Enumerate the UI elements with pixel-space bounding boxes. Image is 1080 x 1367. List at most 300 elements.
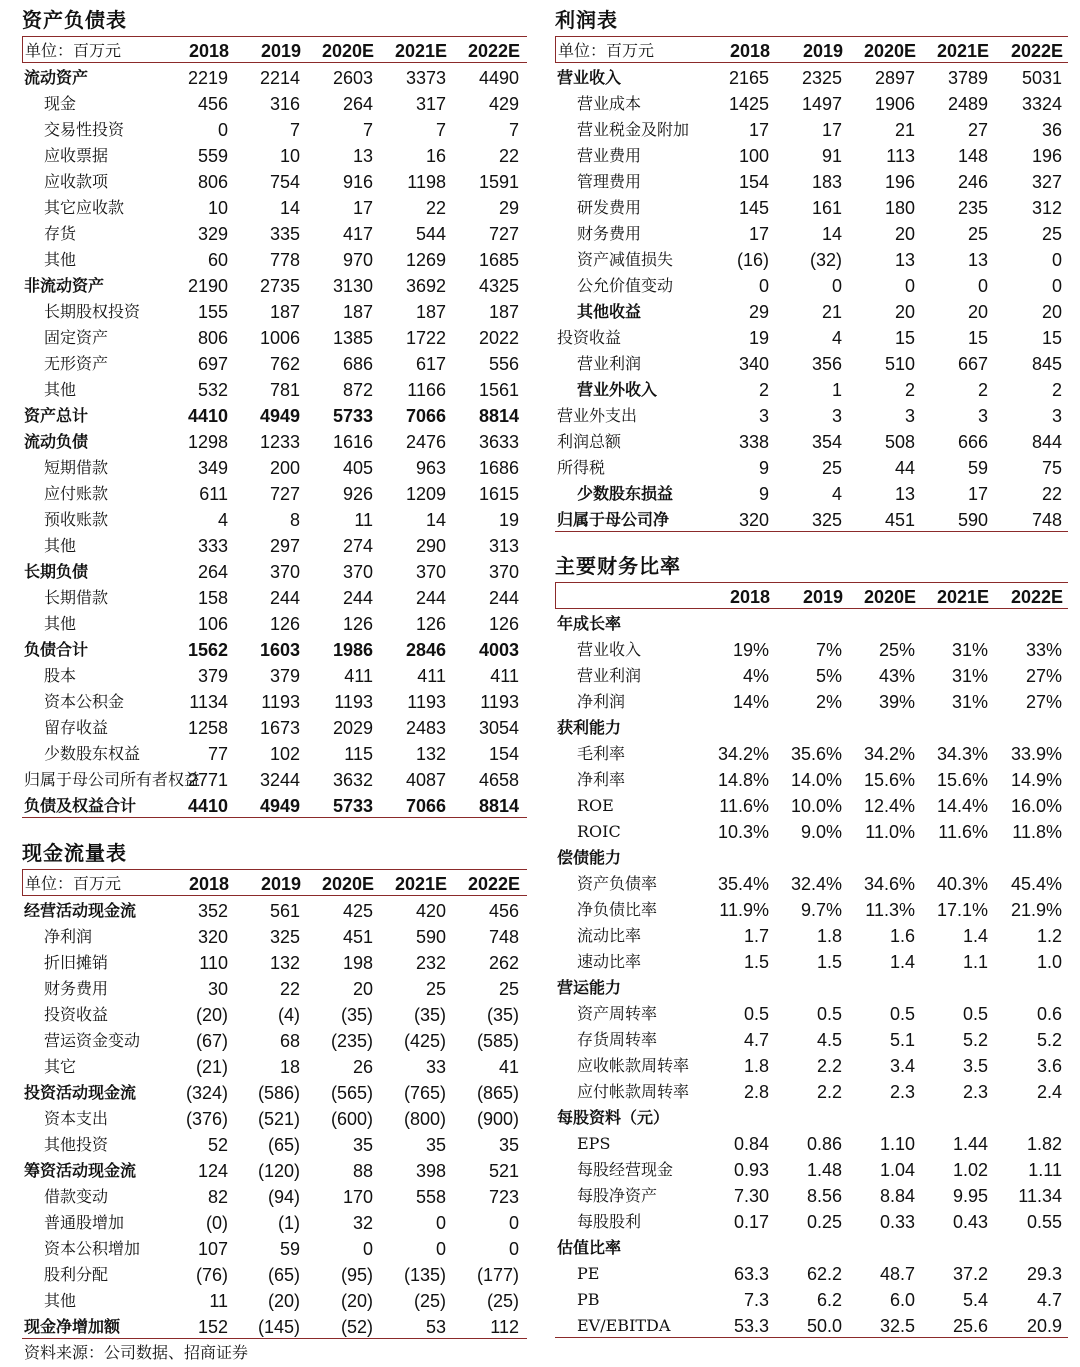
row-label: 资本支出 — [44, 1109, 109, 1128]
cell-value: 126 — [488, 614, 519, 634]
cell-value: 27% — [1025, 692, 1062, 712]
table-row — [555, 999, 1068, 1025]
row-label: 资产周转率 — [577, 1004, 658, 1023]
table-row — [555, 791, 1068, 817]
table-row — [22, 323, 527, 349]
table-header-row — [555, 582, 1068, 609]
table-bottom-rule — [22, 817, 527, 818]
cell-value: 33% — [1025, 640, 1062, 660]
cell-value: 411 — [417, 666, 446, 686]
cell-value: 0.17 — [733, 1212, 769, 1232]
cell-value: (20) — [195, 1005, 228, 1025]
cell-value: (52) — [340, 1317, 373, 1337]
cell-value: 1193 — [261, 692, 300, 712]
cell-value: 1.8 — [816, 926, 842, 946]
cell-value: (900) — [476, 1109, 519, 1129]
cell-value: 10 — [279, 146, 300, 166]
row-label: EPS — [577, 1134, 611, 1153]
row-label: 净利润 — [577, 692, 626, 711]
cell-value: 2 — [758, 380, 769, 400]
cell-value: 88 — [352, 1161, 373, 1181]
table-row — [555, 245, 1068, 271]
table-row — [22, 1182, 527, 1208]
cell-value: 0 — [904, 276, 915, 296]
cell-value: 3632 — [332, 770, 373, 790]
row-label: 流动资产 — [24, 68, 89, 87]
table-row — [22, 453, 527, 479]
row-label: 普通股增加 — [44, 1213, 125, 1232]
table-row — [22, 765, 527, 791]
table-row — [22, 1286, 527, 1312]
cell-value: 27 — [967, 120, 988, 140]
cell-value: 34.6% — [863, 874, 915, 894]
cell-value: 246 — [957, 172, 988, 192]
cell-value: 844 — [1031, 432, 1062, 452]
cell-value: 8.84 — [879, 1186, 915, 1206]
cell-value: 4949 — [259, 796, 300, 816]
table-row — [22, 193, 527, 219]
year-header: 2022E — [467, 874, 520, 894]
cell-value: 2735 — [259, 276, 300, 296]
cell-value: 29 — [748, 302, 769, 322]
row-label: 利润总额 — [557, 432, 622, 451]
cell-value: 7066 — [405, 796, 446, 816]
table-row — [555, 323, 1068, 349]
cell-value: 727 — [269, 484, 300, 504]
cell-value: 26 — [352, 1057, 373, 1077]
row-label: 管理费用 — [577, 172, 642, 191]
table-bottom-rule — [555, 531, 1068, 532]
row-label: ROE — [577, 796, 614, 815]
year-header: 2021E — [936, 41, 989, 61]
cell-value: 31% — [951, 666, 988, 686]
cell-value: 15 — [967, 328, 988, 348]
source-note: 资料来源：公司数据、招商证券 — [24, 1343, 249, 1362]
row-label: 研发费用 — [577, 198, 642, 217]
cell-value: 806 — [197, 328, 228, 348]
cell-value: 29 — [498, 198, 519, 218]
cell-value: 5.4 — [962, 1290, 988, 1310]
cell-value: 22 — [498, 146, 519, 166]
cell-value: 1385 — [332, 328, 373, 348]
cell-value: 126 — [269, 614, 300, 634]
cell-value: 0.33 — [879, 1212, 915, 1232]
row-label: 营业税金及附加 — [577, 120, 690, 139]
cell-value: 3373 — [405, 68, 446, 88]
cell-value: 3 — [758, 406, 769, 426]
cell-value: 417 — [342, 224, 373, 244]
cell-value: 611 — [199, 484, 228, 504]
row-label: 资产负债率 — [577, 874, 658, 893]
table-header-row — [22, 869, 527, 896]
table-header-row — [555, 36, 1068, 63]
cell-value: 187 — [415, 302, 446, 322]
cell-value: 558 — [415, 1187, 446, 1207]
cell-value: 1.82 — [1026, 1134, 1062, 1154]
row-label: 营业利润 — [577, 666, 642, 685]
year-header: 2019 — [260, 41, 301, 61]
row-label: 负债合计 — [24, 640, 89, 659]
cell-value: 8 — [289, 510, 300, 530]
cell-value: 3633 — [478, 432, 519, 452]
cell-value: 11 — [354, 510, 373, 530]
cell-value: 3 — [1051, 406, 1062, 426]
cell-value: 132 — [269, 953, 300, 973]
cell-value: 17 — [748, 224, 769, 244]
cell-value: 25 — [821, 458, 842, 478]
table-row — [22, 297, 527, 323]
cell-value: (565) — [330, 1083, 373, 1103]
table-row — [22, 635, 527, 661]
cell-value: 667 — [957, 354, 988, 374]
cell-value: 2165 — [728, 68, 769, 88]
cell-value: 1686 — [478, 458, 519, 478]
cell-value: 398 — [415, 1161, 446, 1181]
table-row — [22, 687, 527, 713]
row-label: 其他 — [44, 380, 77, 399]
cell-value: 1006 — [259, 328, 300, 348]
cell-value: 196 — [884, 172, 915, 192]
cell-value: 316 — [269, 94, 300, 114]
table-row — [555, 947, 1068, 973]
cell-value: 91 — [821, 146, 842, 166]
cell-value: 235 — [957, 198, 988, 218]
cell-value: 35.6% — [790, 744, 842, 764]
row-label: 交易性投资 — [44, 120, 125, 139]
table-row — [555, 1155, 1068, 1181]
cell-value: 8814 — [478, 406, 519, 426]
cell-value: 2.3 — [889, 1082, 915, 1102]
table-row — [555, 869, 1068, 895]
cell-value: 77 — [207, 744, 228, 764]
cell-value: (21) — [195, 1057, 228, 1077]
cell-value: 0 — [1051, 250, 1062, 270]
cell-value: 1.2 — [1036, 926, 1062, 946]
cell-value: 0 — [977, 276, 988, 296]
cell-value: 0.5 — [962, 1004, 988, 1024]
cell-value: (765) — [403, 1083, 446, 1103]
cell-value: (32) — [809, 250, 842, 270]
table-row — [22, 739, 527, 765]
table-row — [555, 1311, 1068, 1337]
year-header: 2019 — [260, 874, 301, 894]
cell-value: 510 — [884, 354, 915, 374]
table-row — [555, 401, 1068, 427]
row-label: 无形资产 — [44, 354, 109, 373]
cell-value: 14 — [279, 198, 300, 218]
cell-value: 333 — [197, 536, 228, 556]
cell-value: 19 — [498, 510, 519, 530]
row-label: 固定资产 — [44, 328, 109, 347]
cell-value: 0 — [758, 276, 769, 296]
cell-value: 20.9 — [1026, 1316, 1062, 1336]
cell-value: 102 — [269, 744, 300, 764]
cell-value: 1193 — [334, 692, 373, 712]
year-header: 2020E — [863, 41, 916, 61]
cell-value: 456 — [197, 94, 228, 114]
cell-value: 35 — [352, 1135, 373, 1155]
cell-value: 379 — [269, 666, 300, 686]
cell-value: 4 — [831, 328, 842, 348]
cell-value: 232 — [415, 953, 446, 973]
cell-value: 35 — [425, 1135, 446, 1155]
cell-value: 20 — [894, 302, 915, 322]
cell-value: (0) — [206, 1213, 228, 1233]
cell-value: 1906 — [874, 94, 915, 114]
cell-value: 0.25 — [806, 1212, 842, 1232]
cell-value: 2846 — [405, 640, 446, 660]
table-row — [555, 1259, 1068, 1285]
row-label: 其他 — [44, 1291, 77, 1310]
year-header: 2022E — [1010, 41, 1063, 61]
cell-value: 14 — [821, 224, 842, 244]
cell-value: 34.3% — [936, 744, 988, 764]
row-label: 流动比率 — [577, 926, 642, 945]
row-label: 归属于母公司净 — [557, 510, 670, 529]
cell-value: 39% — [878, 692, 915, 712]
row-label: 资本公积金 — [44, 692, 125, 711]
cell-value: 29.3 — [1026, 1264, 1062, 1284]
cell-value: 356 — [811, 354, 842, 374]
cell-value: 244 — [415, 588, 446, 608]
cell-value: 20 — [352, 979, 373, 999]
row-label: 应收帐款周转率 — [577, 1056, 690, 1075]
cell-value: 32.5 — [879, 1316, 915, 1336]
table-row — [555, 1129, 1068, 1155]
table-row — [555, 1207, 1068, 1233]
cell-value: 25 — [967, 224, 988, 244]
cell-value: 18 — [279, 1057, 300, 1077]
row-label: 净利率 — [577, 770, 626, 789]
cell-value: 20 — [967, 302, 988, 322]
cell-value: 2190 — [187, 276, 228, 296]
cell-value: 41 — [498, 1057, 519, 1077]
cell-value: 4.5 — [816, 1030, 842, 1050]
table-row — [22, 531, 527, 557]
cell-value: 290 — [415, 536, 446, 556]
cell-value: 561 — [269, 901, 300, 921]
table-row — [555, 1233, 1068, 1259]
row-label: 经营活动现金流 — [24, 901, 137, 920]
cell-value: 6.2 — [816, 1290, 842, 1310]
row-label: 筹资活动现金流 — [24, 1161, 137, 1180]
cell-value: 17 — [352, 198, 373, 218]
cell-value: 2.8 — [743, 1082, 769, 1102]
unit-label: 单位：百万元 — [25, 874, 122, 893]
row-label: 少数股东损益 — [577, 484, 674, 503]
cell-value: 21 — [821, 302, 842, 322]
cell-value: 113 — [886, 146, 915, 166]
cell-value: 0 — [217, 120, 228, 140]
cell-value: 132 — [415, 744, 446, 764]
cell-value: 22 — [425, 198, 446, 218]
cell-value: 0 — [831, 276, 842, 296]
cell-value: 451 — [884, 510, 915, 530]
cell-value: 5.1 — [889, 1030, 915, 1050]
cell-value: 8.56 — [806, 1186, 842, 1206]
cell-value: 1193 — [480, 692, 519, 712]
cell-value: 3.6 — [1036, 1056, 1062, 1076]
cell-value: 340 — [738, 354, 769, 374]
cell-value: 3 — [831, 406, 842, 426]
table-row — [555, 661, 1068, 687]
row-label: 应收票据 — [44, 146, 109, 165]
cell-value: 15 — [1041, 328, 1062, 348]
cell-value: 1.4 — [962, 926, 988, 946]
cell-value: 200 — [269, 458, 300, 478]
cell-value: 52 — [207, 1135, 228, 1155]
cell-value: 53.3 — [733, 1316, 769, 1336]
row-label: 偿债能力 — [557, 848, 622, 867]
cell-value: 590 — [415, 927, 446, 947]
cell-value: 11.6% — [719, 796, 769, 816]
cell-value: 148 — [957, 146, 988, 166]
cell-value: 2214 — [259, 68, 300, 88]
cell-value: 1986 — [332, 640, 373, 660]
cell-value: 13 — [352, 146, 373, 166]
row-label: 净负债比率 — [577, 900, 658, 919]
cell-value: 349 — [197, 458, 228, 478]
cell-value: 183 — [811, 172, 842, 192]
cell-value: 4325 — [478, 276, 519, 296]
table-row — [22, 1312, 527, 1338]
cell-value: (586) — [257, 1083, 300, 1103]
cell-value: 161 — [811, 198, 842, 218]
cell-value: 0 — [435, 1213, 446, 1233]
cell-value: (35) — [413, 1005, 446, 1025]
cell-value: 405 — [342, 458, 373, 478]
row-label: 营业收入 — [577, 640, 642, 659]
unit-label: 单位：百万元 — [558, 41, 655, 60]
table-row — [555, 193, 1068, 219]
income-statement-table — [555, 36, 1068, 532]
table-row — [555, 1181, 1068, 1207]
row-label: 其它应收款 — [44, 198, 125, 217]
cell-value: 45.4% — [1010, 874, 1062, 894]
cell-value: 370 — [269, 562, 300, 582]
cell-value: 411 — [490, 666, 519, 686]
cell-value: 544 — [415, 224, 446, 244]
cell-value: 590 — [957, 510, 988, 530]
table-row — [555, 635, 1068, 661]
cell-value: 1209 — [405, 484, 446, 504]
cell-value: 75 — [1041, 458, 1062, 478]
cell-value: 411 — [344, 666, 373, 686]
cell-value: 2% — [815, 692, 842, 712]
row-label: 其他收益 — [577, 302, 642, 321]
cell-value: (521) — [257, 1109, 300, 1129]
cell-value: 748 — [1031, 510, 1062, 530]
cell-value: 25% — [878, 640, 915, 660]
cell-value: 2.3 — [962, 1082, 988, 1102]
cell-value: 1258 — [187, 718, 228, 738]
cell-value: 16.0% — [1010, 796, 1062, 816]
balance-sheet-table — [22, 36, 527, 818]
cell-value: 325 — [269, 927, 300, 947]
table-row — [22, 922, 527, 948]
table-row — [555, 973, 1068, 999]
cell-value: 697 — [197, 354, 228, 374]
cell-value: 1233 — [259, 432, 300, 452]
table-row — [22, 1104, 527, 1130]
cell-value: 36 — [1041, 120, 1062, 140]
cell-value: 25 — [425, 979, 446, 999]
cell-value: 11.8% — [1012, 822, 1062, 842]
cash-flow-table — [22, 869, 527, 1339]
cell-value: 2 — [977, 380, 988, 400]
cell-value: 21.9% — [1010, 900, 1062, 920]
cell-value: 3130 — [332, 276, 373, 296]
cell-value: 2 — [1051, 380, 1062, 400]
row-label: 营业收入 — [557, 68, 622, 87]
cell-value: 82 — [207, 1187, 228, 1207]
cell-value: 244 — [342, 588, 373, 608]
cell-value: 1198 — [407, 172, 446, 192]
table-row — [555, 1285, 1068, 1311]
cell-value: 0.6 — [1036, 1004, 1062, 1024]
cell-value: 155 — [197, 302, 228, 322]
cell-value: 3789 — [947, 68, 988, 88]
cell-value: 15.6% — [936, 770, 988, 790]
cell-value: 11.0% — [865, 822, 915, 842]
cell-value: 4 — [831, 484, 842, 504]
cell-value: 274 — [342, 536, 373, 556]
cell-value: 778 — [269, 250, 300, 270]
row-label: 毛利率 — [577, 744, 626, 763]
cell-value: 264 — [197, 562, 228, 582]
balance-sheet-title: 资产负债表 — [22, 8, 127, 32]
table-row — [22, 1234, 527, 1260]
cell-value: 1.1 — [962, 952, 988, 972]
cell-value: 3324 — [1021, 94, 1062, 114]
year-header: 2021E — [394, 41, 447, 61]
cell-value: 21 — [894, 120, 915, 140]
cell-value: 7066 — [405, 406, 446, 426]
cell-value: 152 — [197, 1317, 228, 1337]
cell-value: 0 — [362, 1239, 373, 1259]
row-label: 营业费用 — [577, 146, 642, 165]
cell-value: 748 — [488, 927, 519, 947]
year-header: 2018 — [729, 587, 770, 607]
row-label: 归属于母公司所有者权益 — [24, 770, 201, 789]
cell-value: (65) — [267, 1135, 300, 1155]
cell-value: 180 — [884, 198, 915, 218]
table-row — [555, 921, 1068, 947]
cell-value: 33 — [425, 1057, 446, 1077]
row-label: PB — [577, 1290, 600, 1309]
cell-value: 4949 — [259, 406, 300, 426]
table-row — [22, 1208, 527, 1234]
cell-value: 7 — [508, 120, 519, 140]
year-header: 2019 — [802, 41, 843, 61]
cell-value: 9 — [758, 484, 769, 504]
row-label: 留存收益 — [44, 718, 109, 737]
cell-value: 107 — [197, 1239, 228, 1259]
cell-value: 7 — [362, 120, 373, 140]
cell-value: 154 — [738, 172, 769, 192]
row-label: 股利分配 — [44, 1265, 109, 1284]
cell-value: 556 — [488, 354, 519, 374]
cell-value: 1685 — [478, 250, 519, 270]
unit-label: 单位：百万元 — [25, 41, 122, 60]
cell-value: 1134 — [189, 692, 228, 712]
cell-value: 4410 — [187, 406, 228, 426]
row-label: 其他投资 — [44, 1135, 109, 1154]
cell-value: 9 — [758, 458, 769, 478]
cell-value: 1.5 — [743, 952, 769, 972]
cell-value: 244 — [269, 588, 300, 608]
cell-value: 14.4% — [936, 796, 988, 816]
